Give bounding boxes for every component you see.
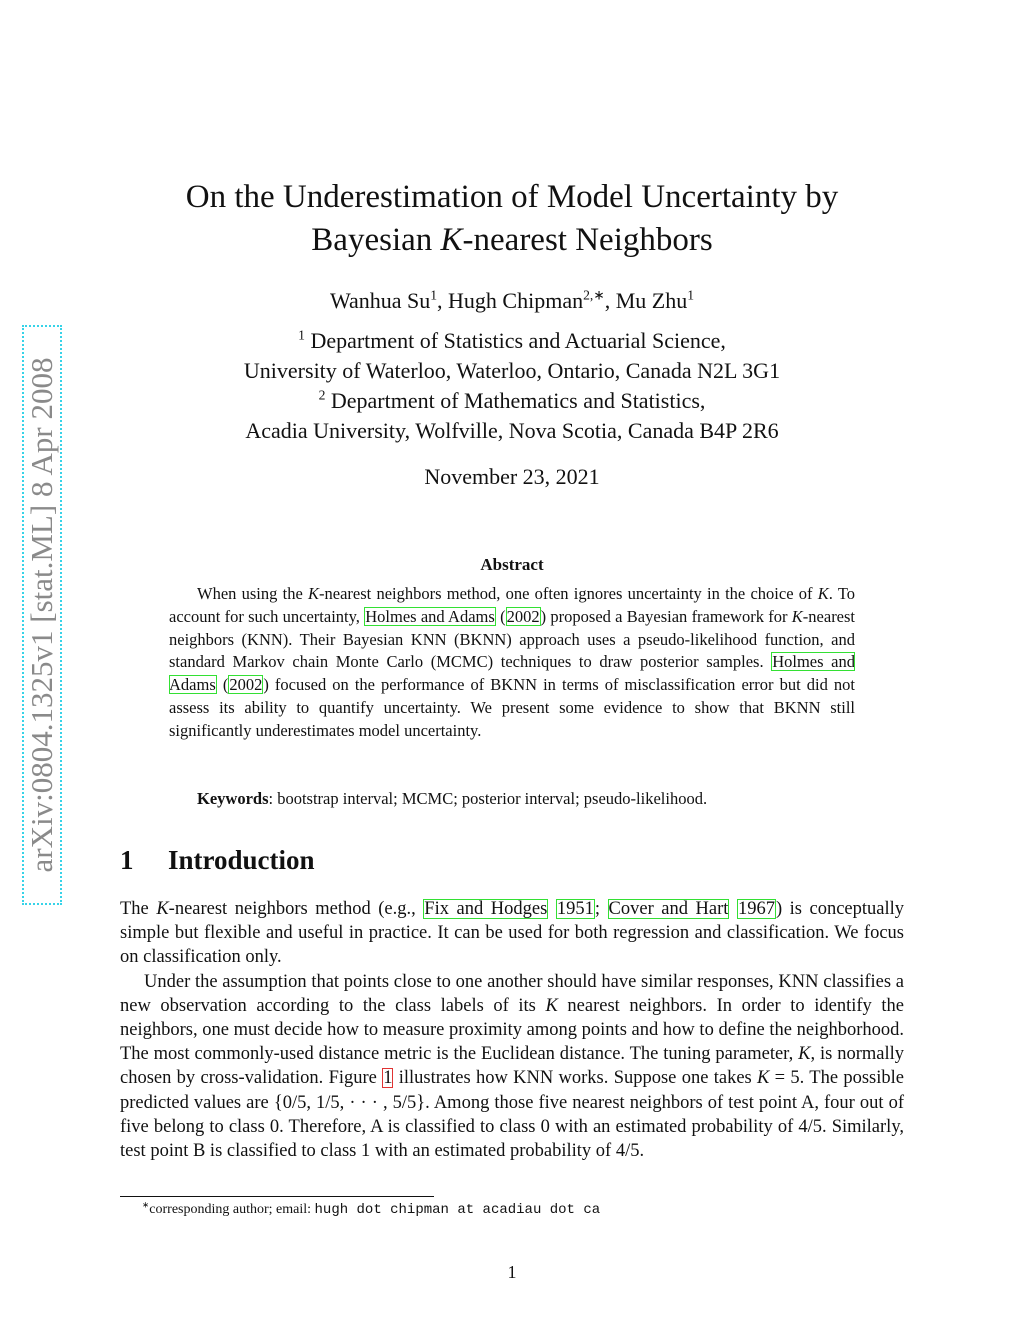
figure-ref-link[interactable]: 1 [383,1068,393,1089]
footnote-rule [120,1196,434,1197]
footnote-mark: ∗ [142,1199,150,1210]
section-heading [120,845,315,876]
citation-link[interactable]: Holmes and Adams [169,652,856,695]
citation-year-link[interactable]: 1951 [556,899,594,919]
keywords-label: Keywords [197,789,269,808]
intro-paragraph-2 [120,970,904,1164]
text: , is normally chosen by cross-validation. Figure [120,1044,904,1089]
affiliation-line [120,326,904,356]
math-k: K [308,584,320,603]
affil-sup: 2 [318,387,326,403]
author-affil-sup: 1 [687,287,695,303]
affiliation-line: Acadia University, Wolfville, Nova Scotia, Canada B4P 2R6 [245,418,779,443]
text: Under the assumption that points close to one another should have similar responses, KNN classifies a new observation according to the class labels of its [120,971,904,1016]
author-name: Wanhua Su [329,288,431,313]
arxiv-sidebar-stamp[interactable] [22,325,62,905]
page-number: 1 [507,1262,517,1282]
text: -nearest neighbors method (e.g., [168,899,424,919]
text: -nearest neighbors method, one often ignores uncertainty in the choice of [319,584,818,603]
math-k: K [798,1044,811,1065]
text: . To account for such uncertainty, [169,584,855,626]
citation-year-link[interactable]: 1967 [737,899,775,919]
footnote [142,1199,601,1218]
abstract-body [169,583,855,743]
intro-paragraph-1 [120,897,904,970]
text: When using the [197,584,308,603]
affil-text: Department of Statistics and Actuarial Science, [310,328,726,353]
arxiv-identifier: arXiv:0804.1325v1 [stat.ML] 8 Apr 2008 [24,357,59,873]
text: ; [594,899,608,919]
affil-sup: 1 [298,327,305,343]
title-text: Bayesian [311,222,441,258]
footnote-email: hugh dot chipman at acadiau dot ca [314,1202,601,1218]
affiliation-line [120,386,904,416]
text: nearest neighbors. In order to identify the neighbors, one must decide how to measure proximity among points and how to define the neighborhood. The most commonly-used distance metric is the Euclidean distance. The tuning parameter, [120,995,904,1065]
author-name: Hugh Chipman [448,288,584,313]
affiliations [120,326,904,446]
title-k: K [440,222,463,258]
affil-text: Department of Mathematics and Statistics, [330,388,706,413]
citation-year-link[interactable]: 2002 [229,675,263,695]
title-line-1: On the Underestimation of Model Uncertainty by [185,179,839,215]
math-k: K [791,606,803,626]
text: ) is conceptually simple but flexible and useful in practice. It can be used for both regression and classification. We focus on classification only. [120,899,905,968]
author-affil-sup: 2,∗ [583,287,605,303]
math-k: K [757,1068,770,1089]
affiliation-line: University of Waterloo, Waterloo, Ontario, Canada N2L 3G1 [243,358,781,383]
math-k: K [156,899,169,919]
intro-body [120,897,904,1163]
author-name: Mu Zhu [615,288,688,313]
keywords-text: : bootstrap interval; MCMC; posterior interval; pseudo-likelihood. [268,789,708,808]
abstract-heading: Abstract [480,555,544,574]
paper-title [120,176,904,262]
author-list: Wanhua Su$^1$, Hugh Chipman$^{2,∗}$, Mu Zhu$^1$ [329,287,695,313]
citation-link[interactable]: Fix and Hodges [424,899,548,919]
abstract-paragraph: When using the K-nearest neighbors method, one often ignores uncertainty in the choice of K. To account for such uncertainty, Holmes and Adams (2002) proposed a Bayesian framework for K-nearest neighbors (KNN). Their Bayesian KNN (BKNN) approach uses a pseudo-likelihood function, and standard Markov chain Monte Carlo (MCMC) techniques to draw posterior samples. Holmes and Adams (2002) focused on the performance of BKNN in terms of misclassification error but did not assess its ability to quantify uncertainty. We present some evidence to show that BKNN still significantly underestimates model uncertainty. [169,584,856,740]
author-affil-sup: 1 [430,287,438,303]
text: proposed a Bayesian framework for [546,606,792,626]
citation-year-link[interactable]: 2002 [506,606,540,626]
keywords [169,789,855,809]
paper-date: November 23, 2021 [424,464,600,489]
title-text: -nearest Neighbors [462,222,713,258]
math-k: K [545,995,558,1016]
title-line-2 [120,219,904,262]
citation-link[interactable]: Holmes and Adams [365,606,495,626]
text: illustrates how KNN works. Suppose one takes [393,1068,758,1089]
math-k: K [817,584,829,603]
text: The [120,899,157,919]
section-title: Introduction [168,845,315,875]
footnote-text: corresponding author; email: [149,1202,315,1217]
citation-link[interactable]: Cover and Hart [608,899,729,919]
text: = 5. The possible predicted values are {0/5, 1/5, · · · , 5/5}. Among those five nearest neighbors of test point A, four out of five belong to class 0. Therefore, A is classified to class 0 with an estimated probability of 4/5. Similarly, test point B is classified to class 1 with an estimated probability of 4/5. [120,1068,904,1162]
text: focused on the performance of BKNN in terms of misclassification error but did not assess its ability to quantify uncertainty. We present some evidence to show that BKNN still significantly underestimates model uncertainty. [169,675,855,740]
section-number: 1 [120,845,134,875]
text: -nearest neighbors (KNN). Their Bayesian KNN (BKNN) approach uses a pseudo-likelihood function, and standard Markov chain Monte Carlo (MCMC) techniques to draw posterior samples. [169,606,856,672]
